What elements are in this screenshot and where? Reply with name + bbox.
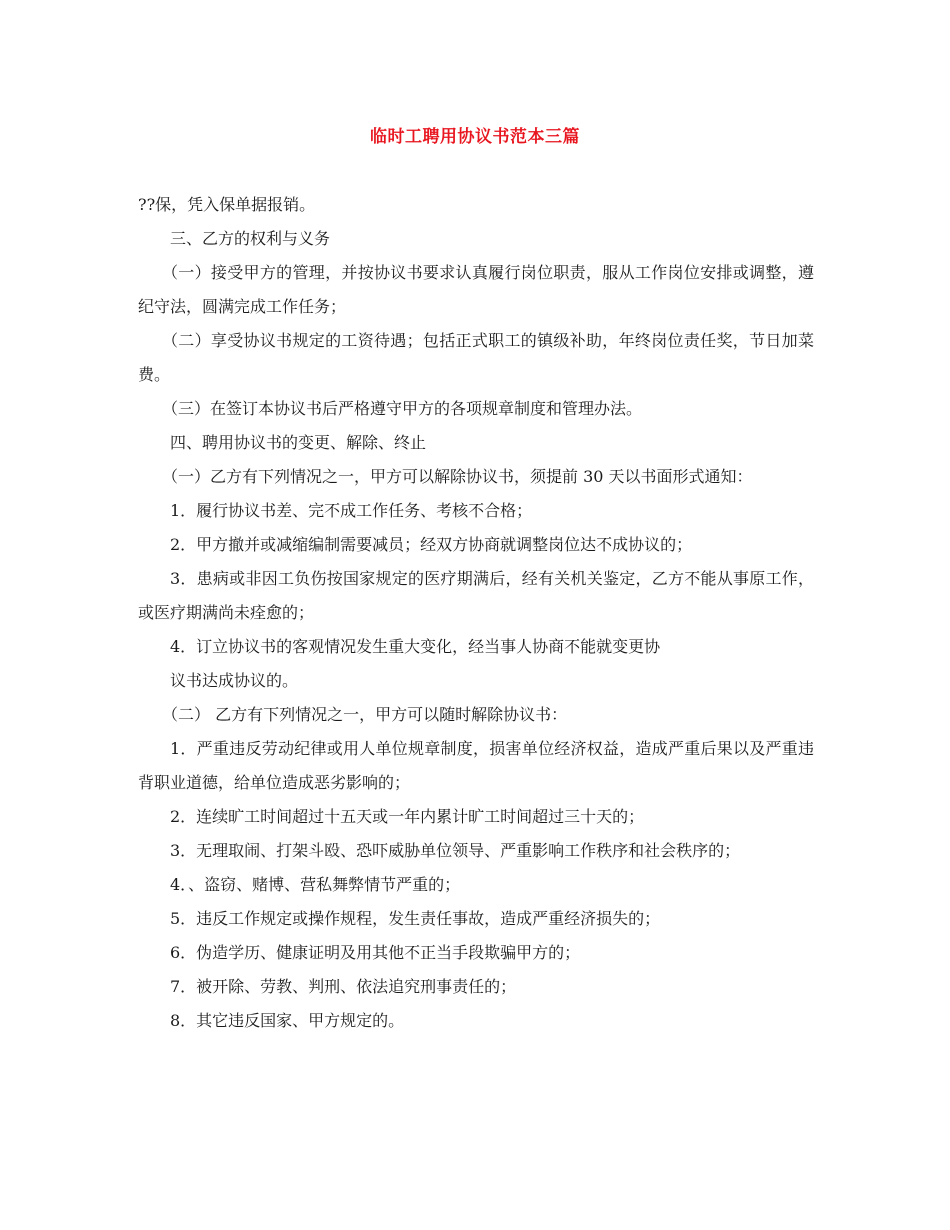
document-body — [138, 188, 814, 1038]
list-item: 3．无理取闹、打架斗殴、恐吓威胁单位领导、严重影响工作秩序和社会秩序的； — [170, 841, 741, 860]
paragraph-item: （一）接受甲方的管理，并按协议书要求认真履行岗位职责，服从工作岗位安排或调整，遵纪守法，圆满完成工作任务； — [138, 263, 814, 316]
list-item: 3．患病或非因工负伤按国家规定的医疗期满后，经有关机关鉴定，乙方不能从事原工作，或医疗期满尚未痊愈的； — [138, 569, 814, 622]
list-item: 4．订立协议书的客观情况发生重大变化，经当事人协商不能就变更协 — [170, 637, 661, 656]
list-item: 2．甲方撤并或减缩编制需要减员；经双方协商就调整岗位达不成协议的； — [170, 535, 693, 554]
section-heading-party-b-rights: 三、乙方的权利与义务 — [170, 229, 331, 248]
list-item: 4．、盗窃、赌博、营私舞弊情节严重的； — [170, 875, 461, 894]
list-item: 1．严重违反劳动纪律或用人单位规章制度，损害单位经济权益，造成严重后果以及严重违背职业道德，给单位造成恶劣影响的； — [138, 739, 814, 792]
list-item: 2．连续旷工时间超过十五天或一年内累计旷工时间超过三十天的； — [170, 807, 645, 826]
list-item: 7．被开除、劳教、判刑、依法追究刑事责任的； — [170, 977, 517, 996]
list-item: 5．违反工作规定或操作规程，发生责任事故，造成严重经济损失的； — [170, 909, 661, 928]
paragraph-item: （三）在签订本协议书后严格遵守甲方的各项规章制度和管理办法。 — [162, 399, 643, 418]
list-item: 6．伪造学历、健康证明及用其他不正当手段欺骗甲方的； — [170, 943, 581, 962]
list-item-continuation: 议书达成协议的。 — [170, 671, 299, 690]
paragraph-item: （二） 乙方有下列情况之一，甲方可以随时解除协议书： — [162, 705, 568, 724]
document-title: 临时工聘用协议书范本三篇 — [370, 127, 580, 147]
paragraph-item: （一）乙方有下列情况之一，甲方可以解除协议书，须提前 30 天以书面形式通知： — [162, 467, 753, 486]
section-heading-contract-changes: 四、聘用协议书的变更、解除、终止 — [170, 433, 427, 452]
paragraph-item: （二）享受协议书规定的工资待遇；包括正式职工的镇级补助，年终岗位责任奖，节日加菜费。 — [138, 331, 814, 384]
list-item: 8．其它违反国家、甲方规定的。 — [170, 1011, 405, 1030]
list-item: 1．履行协议书差、完不成工作任务、考核不合格； — [170, 501, 533, 520]
paragraph-continuation: ??保，凭入保单据报销。 — [138, 195, 316, 214]
